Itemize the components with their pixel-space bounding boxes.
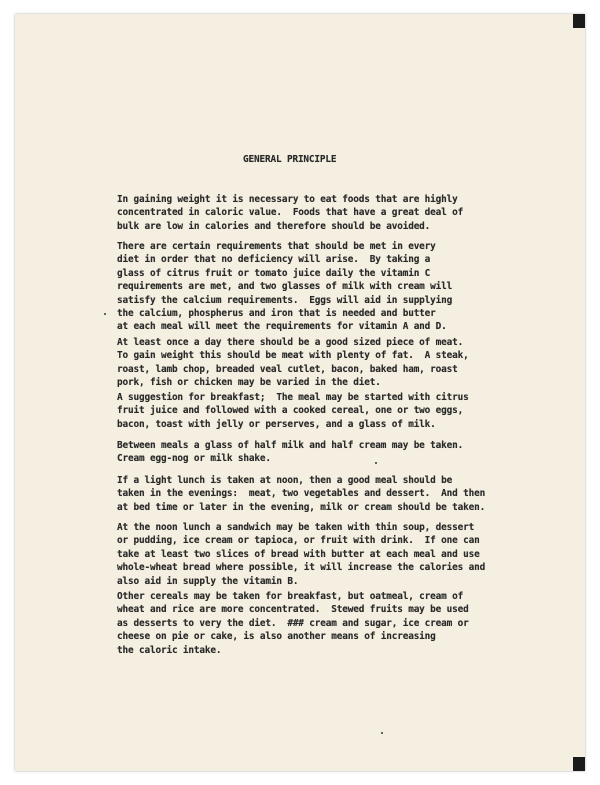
text-line: satisfy the calcium requirements. Eggs will aid in supplying (117, 294, 453, 306)
text-line: At least once a day there should be a good sized piece of meat. (117, 337, 464, 348)
text-line: concentrated in caloric value. Foods that have a great deal of (117, 207, 464, 219)
text-line: To gain weight this should be meat with plenty of fat. A steak, (117, 350, 469, 362)
text-line: fruit juice and followed with a cooked cereal, one or two eggs, (117, 405, 464, 417)
scan-edge-mark (573, 14, 585, 28)
text-line: at bed time or later in the evening, milk or cream should be taken. (117, 501, 486, 513)
text-line: also aid in supply the vitamin B. (117, 575, 299, 587)
text-line: the caloric intake. (117, 644, 222, 656)
paragraph-7 (117, 521, 485, 588)
text-line: Between meals a glass of half milk and half cream may be taken. (117, 440, 464, 451)
ink-speck (381, 732, 383, 734)
page-title: GENERAL PRINCIPLE (243, 154, 337, 165)
paragraph-6 (117, 474, 485, 514)
paragraph-4 (117, 391, 469, 431)
text-line: whole-wheat bread where possible, it will increase the calories and (117, 562, 486, 574)
text-line: roast, lamb chop, breaded veal cutlet, bacon, baked ham, roast (117, 363, 458, 375)
text-line: glass of citrus fruit or tomato juice daily the vitamin C (117, 267, 431, 279)
paragraph-8 (117, 590, 469, 657)
text-line: A suggestion for breakfast; The meal may be started with citrus (117, 392, 469, 403)
text-line: In gaining weight it is necessary to eat foods that are highly (117, 194, 458, 205)
text-line: bulk are low in calories and therefore should be avoided. (117, 220, 431, 232)
paragraph-3 (117, 336, 469, 390)
text-line: requirements are met, and two glasses of milk with cream will (117, 281, 453, 293)
text-line: cheese on pie or cake, is also another means of increasing (117, 631, 436, 643)
paragraph-5 (117, 439, 463, 466)
paragraph-1 (117, 193, 463, 233)
text-line: at each meal will meet the requirements for vitamin A and D. (117, 321, 447, 333)
text-line: take at least two slices of bread with butter at each meal and use (117, 548, 480, 560)
text-line: Cream egg-nog or milk shake. (117, 453, 271, 465)
text-line: the calcium, phospherus and iron that is needed and butter (117, 307, 436, 319)
ink-speck (104, 313, 106, 315)
text-line: taken in the evenings: meat, two vegetables and dessert. And then (117, 488, 486, 500)
ink-speck (375, 462, 377, 464)
text-line: pork, fish or chicken may be varied in the diet. (117, 377, 381, 389)
paragraph-2 (117, 240, 452, 334)
text-line: bacon, toast with jelly or perserves, and a glass of milk. (117, 418, 436, 430)
scan-edge-mark (573, 757, 585, 771)
text-line: or pudding, ice cream or tapioca, or fruit with drink. If one can (117, 535, 480, 547)
text-line: wheat and rice are more concentrated. Stewed fruits may be used (117, 604, 469, 616)
text-line: At the noon lunch a sandwich may be taken with thin soup, dessert (117, 522, 475, 533)
text-line: as desserts to very the diet. ### cream and sugar, ice cream or (117, 617, 469, 629)
text-line: There are certain requirements that should be met in every (117, 241, 436, 252)
text-line: If a light lunch is taken at noon, then a good meal should be (117, 475, 453, 486)
text-line: Other cereals may be taken for breakfast, but oatmeal, cream of (117, 591, 464, 602)
text-line: diet in order that no deficiency will arise. By taking a (117, 254, 431, 266)
